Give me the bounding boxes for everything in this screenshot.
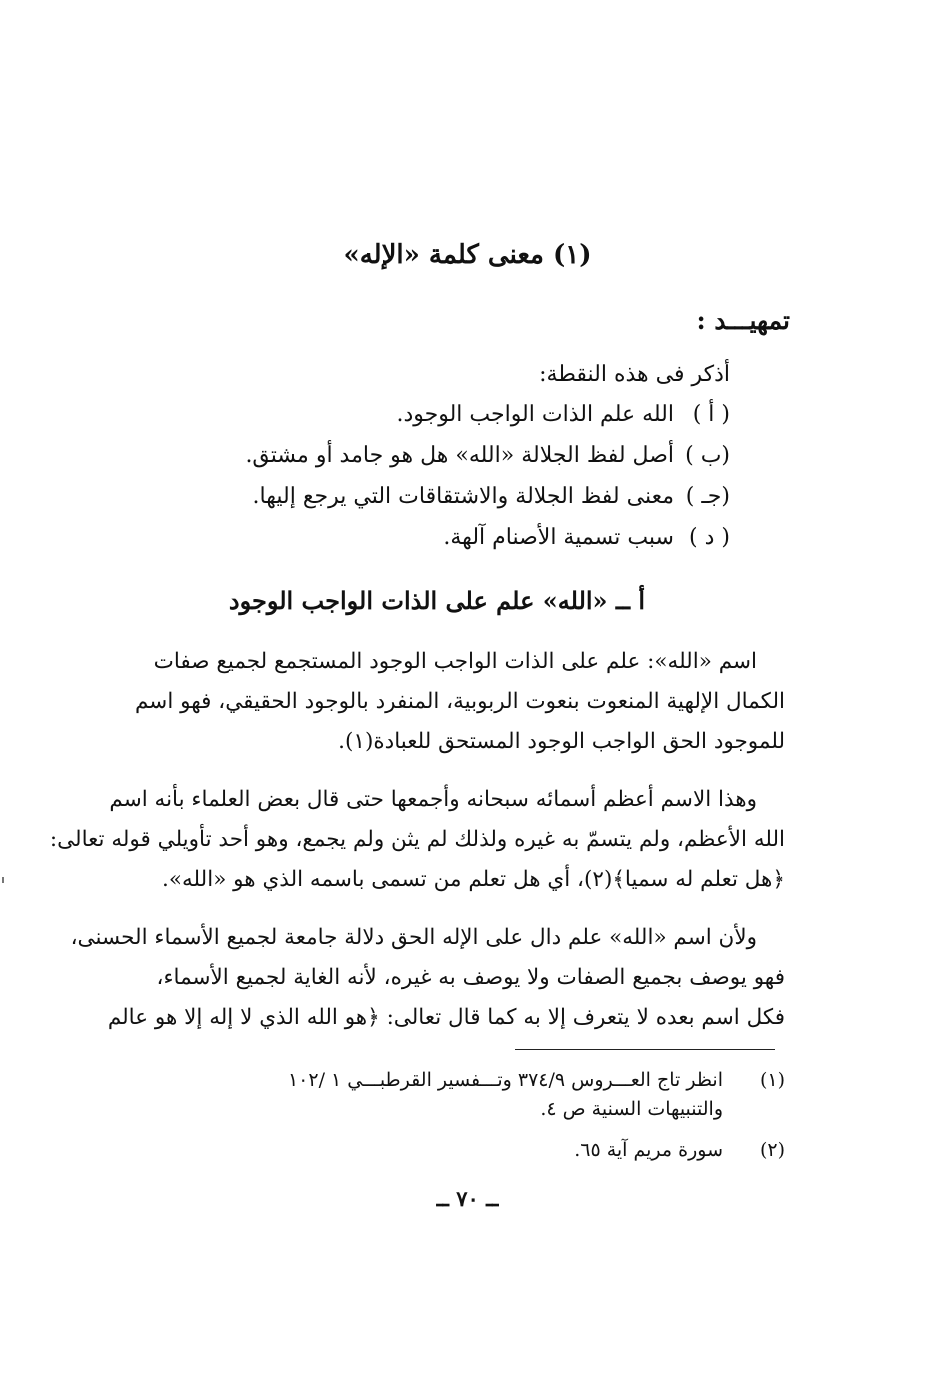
list-item-label: ( أ ) (692, 402, 730, 427)
footnotes (125, 1062, 785, 1168)
paragraph-line: اسم «الله»: علم على الذات الواجب الوجود المستجمع لجميع صفات (153, 649, 757, 674)
list-item-label: (جـ ) (685, 484, 730, 509)
paragraph-line: فكل اسم بعده لا يتعرف إلا به كما قال تعالى: ﴿هو الله الذي لا إله إلا هو عالم (107, 1005, 785, 1030)
footnote-divider (515, 1049, 775, 1050)
paragraph-line: ولأن اسم «الله» علم دال على الإله الحق دلالة جامعة لجميع الأسماء الحسنى، (70, 925, 757, 950)
footnote-text: انظر تاج العـــروس ٣٧٤/٩ وتـــفسير القرطبـــي ١ /١٠٢ (287, 1069, 723, 1091)
paragraph (70, 918, 785, 1038)
footnote-text: سورة مريم آية ٦٥. (574, 1139, 723, 1161)
list-item-text: الله علم الذات الواجب الوجود. (396, 402, 674, 427)
paragraph-line: ﴿هل تعلم له سميا﴾(٢)، أي هل تعلم من تسمى باسمه الذي هو «الله». (162, 867, 785, 892)
list-item-text: أصل لفظ الجلالة «الله» هل هو جامد أو مشتق. (245, 443, 674, 468)
paragraph (125, 642, 785, 762)
footnote-continuation: والتنبيهات السنية ص ٤. (540, 1098, 723, 1120)
footnote-number: (٢) (759, 1139, 785, 1161)
paragraph-line: للموجود الحق الواجب الوجود المستحق للعبادة(١). (338, 729, 785, 754)
list-item-label: (ب ) (685, 443, 730, 468)
intro-lead: أذكر فى هذه النقطة: (539, 362, 730, 387)
list-item (170, 484, 730, 525)
footnote-number: (١) (759, 1069, 785, 1091)
paragraph (49, 780, 785, 900)
list-item (170, 402, 730, 443)
paragraph-line: الكمال الإلهية المنعوت بنعوت الربوبية، المنفرد بالوجود الحقيقي، فهو اسم (135, 689, 785, 714)
scan-speck (2, 877, 4, 883)
list-item (170, 443, 730, 484)
section-heading: أ ــ «الله» علم على الذات الواجب الوجود (228, 586, 645, 615)
list-item-text: سبب تسمية الأصنام آلهة. (443, 525, 674, 550)
list-item (170, 525, 730, 566)
paragraph-line: فهو يوصف بجميع الصفات ولا يوصف به غيره، لأنه الغاية لجميع الأسماء، (156, 965, 785, 990)
intro-list (170, 402, 730, 566)
page-number: ــ ٧٠ ــ (436, 1186, 499, 1211)
footnote (125, 1062, 785, 1098)
paragraph-line: الله الأعظم، ولم يتسمّ به غيره ولذلك لم يثن ولم يجمع، وهو أحد تأويلي قوله تعالى: (49, 827, 785, 852)
paragraph-line: وهذا الاسم أعظم أسمائه سبحانه وأجمعها حتى قال بعض العلماء بأنه اسم (109, 787, 757, 812)
intro-heading: تمهيـــد : (696, 306, 790, 335)
chapter-title: (١) معنى كلمة «الإله» (343, 240, 592, 270)
footnote (125, 1132, 785, 1168)
list-item-label: ( د ) (689, 525, 730, 550)
list-item-text: معنى لفظ الجلالة والاشتقاقات التي يرجع إليها. (252, 484, 674, 509)
